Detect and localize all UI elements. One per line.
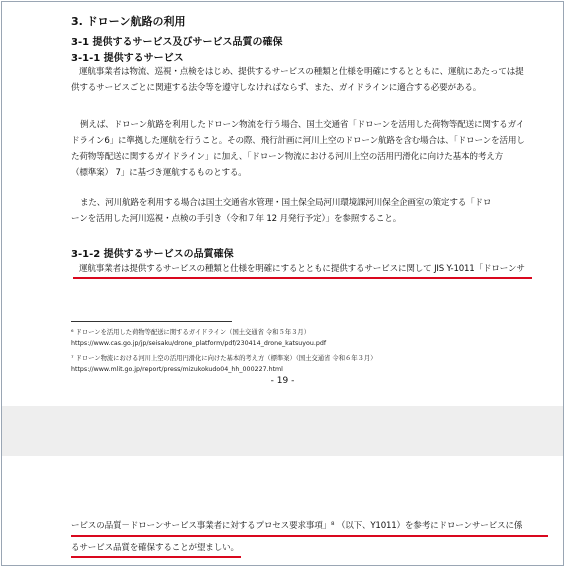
page-2-line-2: るサービス品質を確保することが望ましい。	[71, 543, 239, 553]
subsection-heading-3-1: 3-1 提供するサービス及びサービス品質の確保	[71, 37, 283, 48]
document-frame	[1, 1, 564, 566]
footnote-7-url[interactable]: https://www.mlit.go.jp/report/press/mizukokudo04_hh_000227.html	[71, 366, 283, 373]
footnote-6-title: ⁶ ドローンを活用した荷物等配送に関するガイドライン（国土交通省 令和５年３月）	[71, 329, 311, 336]
footnote-separator	[71, 321, 232, 322]
section-title: 3. ドローン航路の利用	[71, 15, 186, 28]
paragraph-1-line-1: 運航事業者は物流、巡視・点検をはじめ、提供するサービスの種類と仕様を明確にするとともに、運航にあたっては提	[79, 67, 524, 77]
page-19	[2, 2, 563, 406]
paragraph-3-line-1: また、河川航路を利用する場合は国土交通省水管理・国土保全局河川環境課河川保全企画室の策定する「ドロ	[80, 198, 492, 208]
footnote-7-title: ⁷ ドローン物流における河川上空の活用円滑化に向けた基本的考え方（標準案）（国土交通省 令和６年３月）	[71, 355, 377, 362]
paragraph-2	[71, 117, 537, 181]
paragraph-4-line-1: 運航事業者は提供するサービスの種類と仕様を明確にするとともに提供するサービスに関して JIS Y-1011「ドローンサ	[79, 264, 525, 274]
paragraph-1-line-2: 供するサービスごとに関連する法令等を遵守しなければならず、また、ガイドラインに適合する必要がある。	[71, 83, 482, 93]
red-underline	[71, 535, 548, 537]
paragraph-2-line-1: 例えば、ドローン航路を利用したドローン物流を行う場合、国土交通省「ドローンを活用した荷物等配送に関するガイ	[80, 120, 525, 130]
paragraph-1	[71, 64, 537, 96]
page-2-line-1: ービスの品質－ドローンサービス事業者に対するプロセス要求事項」⁸ （以下、Y1011）を参考にドローンサービスに係	[71, 521, 523, 531]
red-underline	[73, 277, 532, 279]
paragraph-3	[71, 195, 537, 227]
red-underline	[71, 556, 241, 558]
subsection-heading-3-1-2: 3-1-2 提供するサービスの品質確保	[71, 249, 234, 260]
page-gap	[2, 406, 563, 456]
footnote-6-url[interactable]: https://www.cas.go.jp/jp/seisaku/drone_platform/pdf/230414_drone_katsuyou.pdf	[71, 340, 327, 347]
paragraph-2-line-2: ドライン6」に準拠した運航を行うこと。その際、飛行計画に河川上空のドローン航路を含む場合は、「ドローンを活用し	[71, 136, 525, 146]
paragraph-2-line-3: た荷物等配送に関するガイドライン」に加え、「ドローン物流における河川上空の活用円滑化に向けた基本的考え方	[71, 152, 504, 162]
page-20	[2, 456, 563, 565]
page-number: - 19 -	[270, 376, 295, 386]
paragraph-3-line-2: ーンを活用した河川巡視・点検の手引き（令和７年 12 月発行予定）」を参照すること。	[71, 214, 402, 224]
subsection-heading-3-1-1: 3-1-1 提供するサービス	[71, 53, 184, 64]
paragraph-2-line-4: （標準案） 7」に基づき運航するものとする。	[71, 168, 247, 178]
